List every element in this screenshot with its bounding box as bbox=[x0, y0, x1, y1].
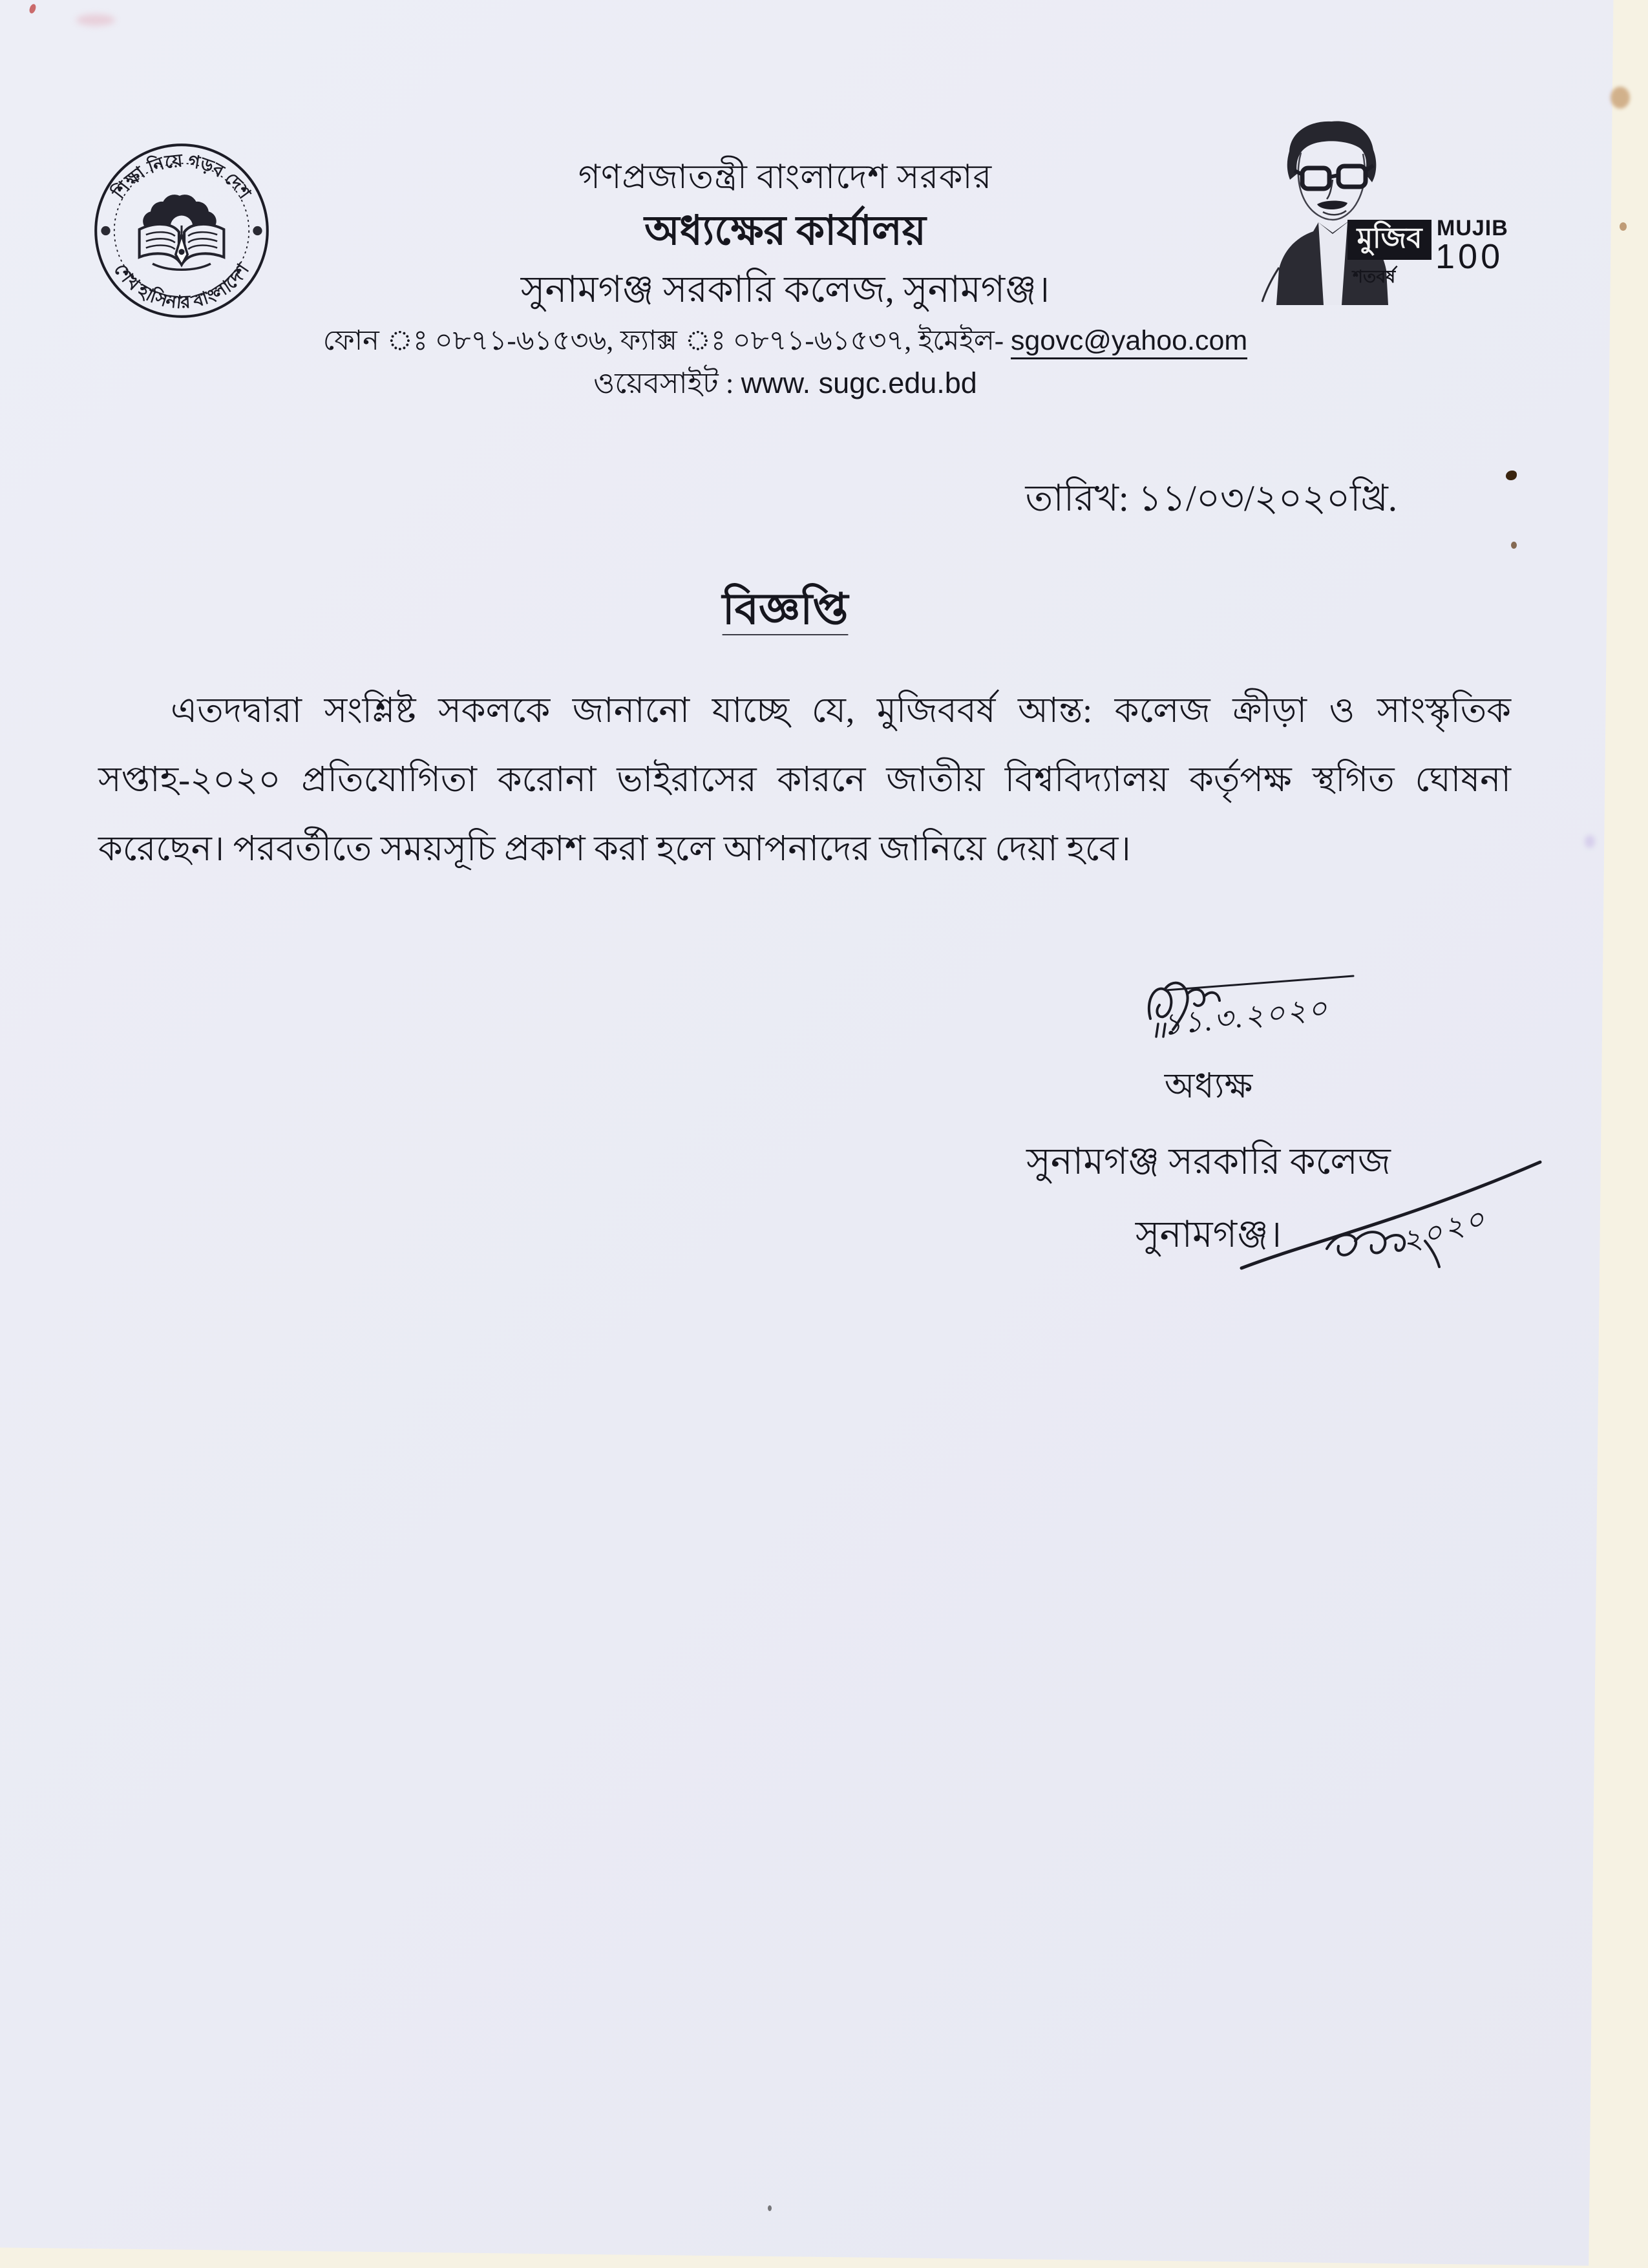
ink-speck bbox=[1511, 542, 1517, 549]
seal-bottom-text: শেখ হাসিনার বাংলাদেশ bbox=[110, 259, 253, 313]
place-line: সুনামগঞ্জ। bbox=[1135, 1214, 1282, 1255]
seal-left-dot-icon bbox=[101, 226, 110, 235]
website-line bbox=[304, 367, 1267, 399]
college-line: সুনামগঞ্জ সরকারি কলেজ, সুনামগঞ্জ। bbox=[520, 269, 1050, 310]
government-line: গণপ্রজাতন্ত্রী বাংলাদেশ সরকার bbox=[578, 159, 993, 196]
scan-stain bbox=[1620, 222, 1627, 231]
designation-line: অধ্যক্ষ bbox=[1164, 1066, 1253, 1105]
organization-line: সুনামগঞ্জ সরকারি কলেজ bbox=[1026, 1141, 1391, 1182]
scan-smudge bbox=[1585, 835, 1595, 848]
seal-right-dot-icon bbox=[253, 226, 262, 235]
scan-stain bbox=[1611, 87, 1630, 109]
seal-book-emblem-icon bbox=[140, 195, 224, 270]
website-label: ওয়েবসাইট : bbox=[593, 366, 741, 399]
mujib-100-number: 100 bbox=[1435, 237, 1504, 276]
website-url-text: www. sugc.edu.bd bbox=[741, 366, 977, 399]
svg-text:শেখ হাসিনার বাংলাদেশ bbox=[111, 259, 253, 312]
mujib-wordmark-english: MUJIB bbox=[1437, 216, 1508, 240]
contact-line bbox=[304, 325, 1267, 357]
scan-speck bbox=[768, 2205, 772, 2211]
handwritten-note: ২০২০ bbox=[1397, 1201, 1492, 1258]
phone-fax-text: ফোন ঃ ০৮৭১-৬১৫৩৬, ফ্যাক্স ঃ ০৮৭১-৬১৫৩৭, ইমেইল- bbox=[322, 325, 1011, 356]
mujib100-logo bbox=[1251, 111, 1528, 312]
office-line: অধ্যক্ষের কার্যালয় bbox=[644, 208, 926, 254]
signature-flourish-icon bbox=[1231, 1144, 1554, 1286]
email-text: sgovc@yahoo.com bbox=[1011, 325, 1247, 359]
seal-top-text: শিক্ষা নিয়ে গড়ব দেশ bbox=[108, 150, 255, 203]
letterhead bbox=[304, 159, 1267, 399]
pink-smudge bbox=[76, 14, 115, 26]
notice-body: এতদদ্বারা সংশ্লিষ্ট সকলকে জানানো যাচ্ছে যে, মুজিববর্ষ আন্ত: কলেজ ক্রীড়া ও সাংস্কৃতিক সপ্তাহ-২০২০ প্রতিযোগিতা করোনা ভাইরাসের কারনে জাতীয় বিশ্ববিদ্যালয় কর্তৃপক্ষ স্থগিত ঘোষনা করেছেন। পরবর্তীতে সময়সূচি প্রকাশ করা হলে আপনাদের জানিয়ে দেয়া হবে। bbox=[98, 691, 1511, 868]
college-seal-icon bbox=[89, 138, 274, 323]
notice-title: বিজ্ঞপ্তি bbox=[722, 586, 849, 633]
mujib-wordmark-bangla: মুজিব bbox=[1347, 220, 1431, 260]
date-line: তারিখ: ১১/০৩/২০২০খ্রি. bbox=[1025, 478, 1397, 519]
handwritten-date: ১১.৩.২০২০ bbox=[1160, 991, 1331, 1042]
mujib-shotoborsho-text: শতবর্ষ bbox=[1353, 267, 1396, 286]
